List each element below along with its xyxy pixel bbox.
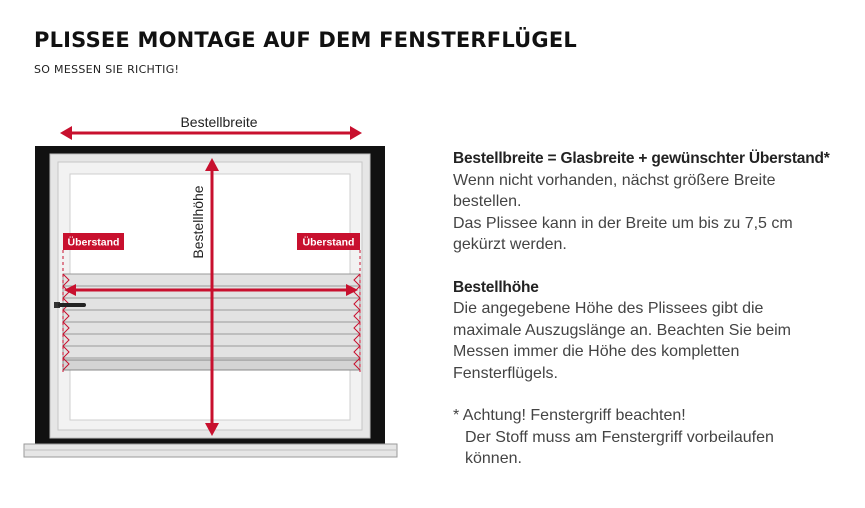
height-heading: Bestellhöhe bbox=[453, 278, 539, 296]
instructions-panel bbox=[453, 148, 853, 470]
note-text-line: können. bbox=[465, 450, 522, 467]
window-diagram bbox=[0, 0, 430, 508]
width-text-line: Wenn nicht vorhanden, nächst größere Breite bbox=[453, 171, 776, 189]
width-text-line: gekürzt werden. bbox=[453, 236, 567, 253]
overhang-label-left: Überstand bbox=[67, 236, 120, 249]
height-text-line: Die angegebene Höhe des Plissees gibt die bbox=[453, 300, 764, 317]
width-text-line: bestellen. bbox=[453, 193, 522, 210]
page-title: PLISSEE MONTAGE AUF DEM FENSTERFLÜGEL bbox=[34, 28, 577, 52]
overhang-label-right: Überstand bbox=[302, 236, 355, 249]
note-text-line: * Achtung! Fenstergriff beachten! bbox=[453, 407, 686, 424]
width-text-line: Das Plissee kann in der Breite um bis zu 7,5 cm bbox=[453, 214, 793, 232]
width-label: Bestellbreite bbox=[180, 114, 258, 130]
page-subtitle: SO MESSEN SIE RICHTIG! bbox=[34, 63, 180, 76]
width-heading: Bestellbreite = Glasbreite + gewünschter Überstand* bbox=[453, 150, 830, 167]
note-text-line: Der Stoff muss am Fenstergriff vorbeilaufen bbox=[465, 428, 774, 446]
height-text-line: Fensterflügels. bbox=[453, 364, 558, 382]
height-label: Bestellhöhe bbox=[190, 185, 206, 259]
height-text-line: Messen immer die Höhe des kompletten bbox=[453, 343, 740, 360]
height-text-line: maximale Auszugslänge an. Beachten Sie beim bbox=[453, 321, 791, 339]
